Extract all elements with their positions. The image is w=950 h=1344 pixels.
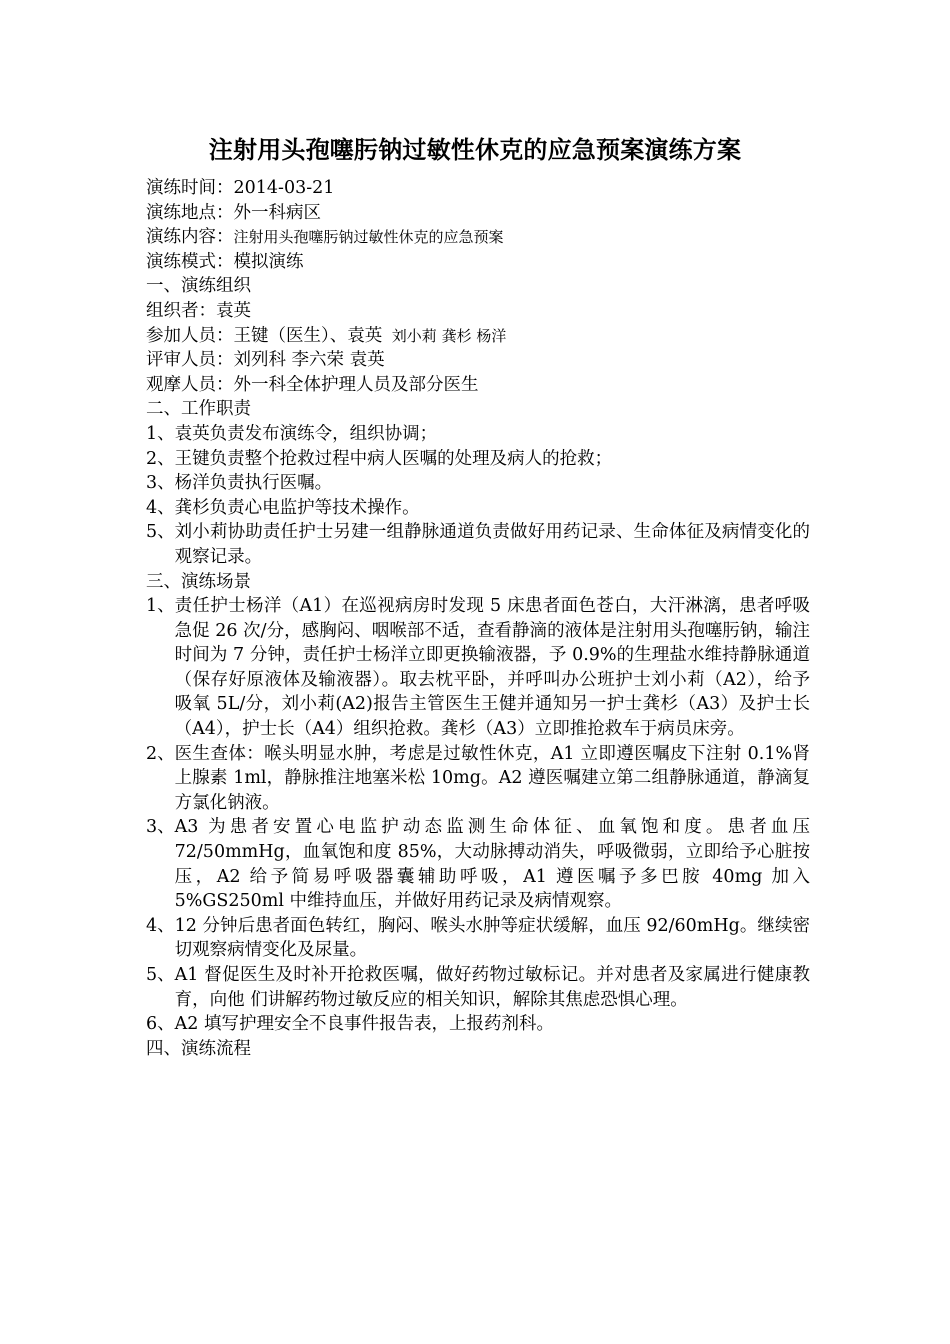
scenario-list: [146, 594, 810, 1037]
list-item: [146, 447, 810, 472]
reviewers-line: 评审人员：刘列科 李六荣 袁英: [146, 350, 385, 371]
drill-place-value: 外一科病区: [233, 202, 321, 223]
list-item-text: 龚杉负责心电监护等技术操作。: [174, 497, 420, 518]
list-item-text: 杨洋负责执行医嘱。: [174, 473, 333, 494]
list-item-text: 袁英负责发布演练令，组织协调；: [174, 423, 438, 444]
list-item-number: 6、: [146, 1014, 175, 1035]
organizer-label: 组织者：: [146, 300, 216, 321]
drill-content-line: [146, 225, 810, 250]
list-item: [146, 1012, 810, 1037]
drill-time-value: 2014-03-21: [233, 178, 335, 198]
list-item-number: 3、: [146, 817, 175, 838]
list-item-text: 医生查体：喉头明显水肿，考虑是过敏性休克，A1 立即遵医嘱皮下注射 0.1%肾上腺素 1ml，静脉推注地塞米松 10mg。A2 遵医嘱建立第二组静脉通道，静滴复方氯化钠液。: [174, 743, 810, 813]
document-body: [146, 176, 810, 1061]
drill-content-label: 演练内容：: [146, 227, 234, 248]
drill-mode-line: [146, 250, 810, 275]
participants-small-names: 刘小莉 龚杉 杨洋: [391, 326, 507, 345]
duties-list: [146, 422, 810, 570]
drill-content-value: 注射用头孢噻肟钠过敏性休克的应急预案: [233, 228, 504, 247]
list-item: [146, 594, 810, 742]
drill-time-line: [146, 176, 810, 201]
list-item-text: 王键负责整个抢救过程中病人医嘱的处理及病人的抢救；: [174, 448, 613, 469]
participants-main: 王键（医生）、袁英: [233, 325, 383, 346]
section-heading-organization: 一、演练组织: [146, 276, 251, 297]
list-item: [146, 914, 810, 963]
list-item-text: A3 为患者安置心电监护动态监测生命体征、血氧饱和度。患者血压 72/50mmHg，血氧饱和度 85%，大动脉搏动消失，呼吸微弱，立即给予心脏按压，A2 给予简易呼吸器囊辅助呼吸，A1 遵医嘱予多巴胺 40mg 加入 5%GS250ml 中维持血压，并做好用药记录及病情观察。: [174, 817, 810, 912]
section-heading-duties: 二、工作职责: [146, 399, 251, 420]
list-item-number: 4、: [146, 497, 175, 518]
list-item-text: A1 督促医生及时补开抢救医嘱，做好药物过敏标记。并对患者及家属进行健康教育，向他 们讲解药物过敏反应的相关知识，解除其焦虑恐惧心理。: [174, 965, 810, 1010]
drill-mode-label: 演练模式：: [146, 251, 234, 272]
list-item-number: 1、: [146, 423, 175, 444]
drill-place-line: [146, 201, 810, 226]
list-item-number: 1、: [146, 596, 175, 617]
list-item: [146, 496, 810, 521]
list-item-text: 刘小莉协助责任护士另建一组静脉通道负责做好用药记录、生命体征及病情变化的观察记录。: [174, 522, 810, 567]
list-item-number: 4、: [146, 915, 175, 936]
organizer-line: [146, 299, 810, 324]
organizer-value: 袁英: [216, 300, 251, 321]
document-title: 注射用头孢噻肟钠过敏性休克的应急预案演练方案: [208, 136, 742, 164]
participants-line: [146, 324, 810, 349]
list-item: [146, 963, 810, 1012]
list-item-text: 12 分钟后患者面色转红，胸闷、喉头水肿等症状缓解，血压 92/60mHg。继续密切观察病情变化及尿量。: [174, 915, 810, 961]
observers-line: 观摩人员：外一科全体护理人员及部分医生: [146, 374, 479, 395]
list-item-number: 5、: [146, 522, 175, 543]
list-item: [146, 520, 810, 569]
list-item: [146, 471, 810, 496]
list-item-text: 责任护士杨洋（A1）在巡视病房时发现 5 床患者面色苍白，大汗淋漓，患者呼吸急促 26 次/分，感胸闷、咽喉部不适，查看静滴的液体是注射用头孢噻肟钠，输注时间为 7 分钟，责任护士杨洋立即更换输液器，予 0.9%的生理盐水维持静脉通道（保存好原液体及输液器）。取去枕平卧，并呼叫办公班护士刘小莉（A2），给予吸氧 5L/分，刘小莉(A2)报告主管医生王健并通知另一护士龚杉（A3）及护士长（A4），护士长（A4）组织抢救。龚杉（A3）立即推抢救车于病员床旁。: [174, 596, 810, 740]
list-item-number: 2、: [146, 743, 175, 764]
list-item: [146, 742, 810, 816]
list-item-text: A2 填写护理安全不良事件报告表，上报药剂科。: [174, 1014, 554, 1035]
list-item: [146, 815, 810, 913]
section-heading-scenario: 三、演练场景: [146, 571, 251, 592]
section-heading-process: 四、演练流程: [146, 1038, 251, 1059]
participants-label: 参加人员：: [146, 325, 234, 346]
drill-place-label: 演练地点：: [146, 202, 234, 223]
drill-mode-value: 模拟演练: [233, 251, 304, 272]
participants-small: [382, 327, 506, 345]
list-item: [146, 422, 810, 447]
list-item-number: 2、: [146, 448, 175, 469]
list-item-number: 5、: [146, 965, 175, 985]
list-item-number: 3、: [146, 473, 175, 494]
drill-time-label: 演练时间：: [146, 178, 234, 198]
